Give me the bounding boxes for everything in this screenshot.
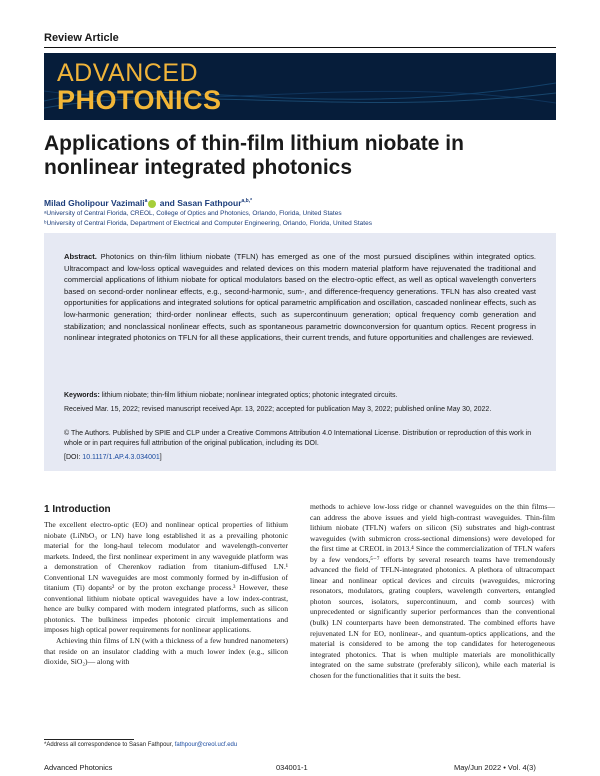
journal-name-line2: PHOTONICS	[57, 85, 222, 115]
article-title: Applications of thin-film lithium niobate in nonlinear integrated photonics	[44, 132, 464, 179]
correspondence-footnote	[44, 742, 237, 748]
email-link[interactable]: fathpour@creol.ucf.edu	[174, 742, 238, 748]
footer-issue: May/Jun 2022 • Vol. 4(3)	[454, 763, 536, 772]
footer-journal: Advanced Photonics	[44, 763, 113, 772]
author-1-affil: a	[144, 198, 148, 205]
doi-label: [DOI:	[64, 454, 81, 461]
affiliation-a: ᵃUniversity of Central Florida, CREOL, College of Optics and Photonics, Orlando, Florida, United States	[44, 210, 342, 217]
author-list	[44, 198, 252, 208]
author-2[interactable]: Sasan Fathpour	[177, 198, 242, 208]
keywords	[64, 391, 536, 401]
journal-name-line1: ADVANCED	[57, 59, 199, 87]
orcid-icon[interactable]	[148, 200, 156, 208]
abstract-text	[64, 251, 536, 344]
keywords-label: Keywords:	[64, 392, 100, 399]
abstract-box	[44, 233, 556, 471]
author-2-affil: a,b,*	[241, 198, 253, 205]
affiliation-b: ᵇUniversity of Central Florida, Department of Electrical and Computer Engineering, Orlando, Florida, United States	[44, 220, 372, 227]
author-1[interactable]: Milad Gholipour Vazimali	[44, 198, 145, 208]
publication-history: Received Mar. 15, 2022; revised manuscript received Apr. 13, 2022; accepted for publication May 3, 2022; published online May 30, 2022.	[64, 406, 492, 413]
keywords-value: lithium niobate; thin-film lithium niobate; nonlinear integrated optics; photonic integrated circuits.	[101, 392, 398, 399]
footer-page: 034001-1	[276, 763, 308, 772]
intro-paragraph-1: The excellent electro-optic (EO) and nonlinear optical properties of lithium niobate (LiNbO₃ or LN) have long established it as a prevailing photonic material for the long-haul telecom modulator and wavelength-converter markets. Indeed, the first nonlinear experiment in any waveguide platform was a demonstration of Cherenkov radiation from titanium-diffused LN.¹ Conventional LN waveguides are most commonly formed by in-diffusion of titanium (Ti) dopants² or by the proton exchange process.³ However, these conventional lithium niobate optical waveguides have a low index-contrast, hence are bulky compared with modern integrated platforms, such as silicon photonics. The bulkiness impedes photonic circuit implementations and imposes high optical power requirements for nonlinear applications.	[44, 520, 288, 635]
header-divider	[44, 47, 556, 48]
intro-column-1	[44, 520, 288, 668]
doi-link[interactable]: 10.1117/1.AP.4.3.034001	[82, 454, 160, 461]
doi-end: ]	[159, 454, 162, 461]
abstract-body: Photonics on thin-film lithium niobate (TFLN) has emerged as one of the most pursued disciplines within integrated optics. Ultracompact and low-loss optical waveguides and related devices on this modern material platform have rejuvenated the traditional and commercial applications of lithium niobate for optical modulators based on the electro-optic effect, as well as optical wavelength converters based on second-order nonlinear effects, e.g., second-harmonic, sum-, and difference-frequency generations. TFLN has also created vast opportunities for applications and integrated solutions for optical parametric amplification and oscillation, cascaded nonlinear effects, such as low-harmonic generation; third-order nonlinear effects, such as supercontinuum generation; optical frequency comb generation and stabilization; and nonclassical nonlinear effects, such as spontaneous parametric downconversion for quantum optics. Recent progress in nonlinear integrated photonics on TFLN for all these applications, their current trends, and future opportunities and challenges are reviewed.	[64, 252, 536, 343]
license-text: © The Authors. Published by SPIE and CLP under a Creative Commons Attribution 4.0 International License. Distribution or reproduction of this work in whole or in part requires full attribution of the original publication, including its DOI.	[64, 430, 532, 447]
article-type-label: Review Article	[44, 32, 119, 44]
journal-banner	[44, 53, 556, 120]
doi-line	[64, 453, 536, 463]
author-and: and	[159, 198, 175, 208]
footnote-text: *Address all correspondence to Sasan Fathpour,	[44, 742, 174, 748]
footnote-divider	[44, 739, 134, 740]
intro-column-2: methods to achieve low-loss ridge or channel waveguides on the thin films—can address the above issues and yield high-contrast waveguides. Thin-film lithium niobate (TFLN) wafers on silicon (Si) substrates and high-contrast waveguides (with submicron cross-sectional dimensions) were developed for the first time at CREOL in 2013.⁴ Since the commercialization of TFLN wafers by a few vendors,⁵⁻⁷ efforts by several research teams have tremendously advanced the field of TFLN-integrated photonics. A plethora of ultracompact linear and nonlinear optical devices and circuits (waveguides, microring resonators, modulators, grating couplers, wavelength converters, entangled photon sources, isolators, supercontinuum, and comb sources) with unprecedented or significantly superior performances than the conventional (bulk) LN counterparts have been demonstrated. The combined efforts have rejuvenated LN for EO, nonlinear-, and quantum-optics applications, and the material is considered to be among the top candidates for heterogeneous integrated photonics. That is when multiple materials are monolithically integrated on the same substrate (preferably silicon), while each material is chosen for the functionalities that it suits the best.	[310, 502, 555, 680]
intro-paragraph-2: Achieving thin films of LN (with a thickness of a few hundred nanometers) that reside on an insulator cladding with a much lower index (e.g., silicon dioxide, SiO₂)— along with	[44, 636, 288, 667]
section-heading: 1 Introduction	[44, 504, 111, 515]
abstract-label: Abstract.	[64, 252, 97, 261]
